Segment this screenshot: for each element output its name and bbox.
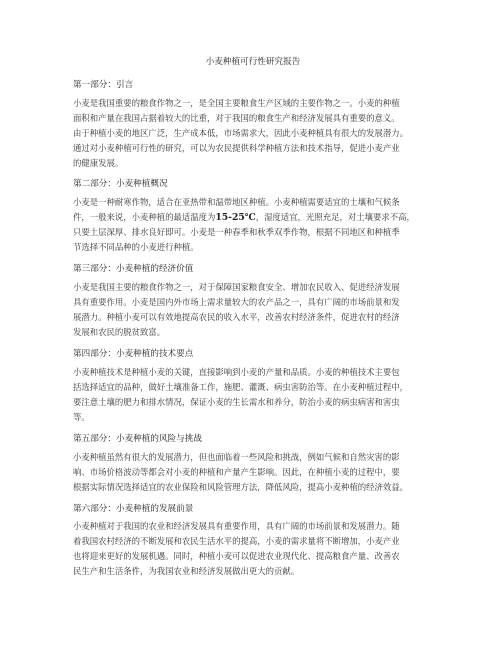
section-heading-intro: 第一部分：引言 — [73, 80, 134, 90]
paragraph-line: 也将迎来更好的发展机遇。同时，种植小麦可以促进农业现代化、提高粮食产量、改善农 — [73, 551, 400, 561]
section-body-risks — [73, 450, 433, 495]
paragraph-line: 小麦种植虽然有很大的发展潜力，但也面临着一些风险和挑战，例如气候和自然灾害的影 — [73, 452, 400, 462]
section-heading-prospects: 第六部分：小麦种植的发展前景 — [73, 504, 194, 514]
paragraph-line: 着我国农村经济的不断发展和农民生活水平的提高，小麦的需求量将不断增加，小麦产业 — [73, 536, 400, 546]
paragraph-line: 要注意土壤的肥力和排水情况，保证小麦的生长需水和养分，防治小麦的病虫病害和害虫 — [73, 397, 400, 407]
optimal-temperature-value: 15-25℃ — [215, 212, 256, 223]
section-body-prospects — [73, 519, 433, 579]
section-heading-overview: 第二部分：小麦种植概况 — [73, 179, 168, 189]
paragraph-line: 小麦是一种耐寒作物，适合在亚热带和温带地区种植。小麦种植需要适宜的土壤和气候条 — [73, 197, 400, 207]
paragraph-line: 的健康发展。 — [73, 158, 124, 168]
section-body-overview — [73, 195, 433, 255]
paragraph-line: 根据实际情况选择适宜的农业保险和风险管理方法，降低风险，提高小麦种植的经济效益。 — [73, 482, 408, 492]
section-heading-technique: 第四部分：小麦种植的技术要点 — [73, 349, 194, 359]
paragraph-line: 小麦是我国主要的粮食作物之一，对于保障国家粮食安全、增加农民收入、促进经济发展 — [73, 282, 400, 292]
document-title: 小麦种植可行性研究报告 — [205, 57, 301, 67]
paragraph-line: 具有重要作用。小麦是国内外市场上需求量较大的农产品之一，具有广阔的市场前景和发 — [73, 297, 400, 307]
paragraph-line: 只要土层深厚、排水良好即可。小麦是一种春季和秋季双季作物，根据不同地区和种植季 — [73, 227, 400, 237]
section-body-intro — [73, 96, 433, 171]
paragraph-line: 民生产和生活条件，为我国农业和经济发展做出更大的贡献。 — [73, 566, 300, 576]
paragraph-line: 由于种植小麦的地区广泛，生产成本低，市场需求大，因此小麦种植具有很大的发展潜力。 — [73, 128, 408, 138]
paragraph-line: 括选择适宜的品种，做好土壤准备工作，施肥、灌溉、病虫害防治等。在小麦种植过程中， — [73, 382, 408, 392]
section-heading-economic-value: 第三部分：小麦种植的经济价值 — [73, 264, 194, 274]
paragraph-line — [73, 210, 433, 225]
paragraph-line: 展潜力。种植小麦可以有效地提高农民的收入水平，改善农村经济条件，促进农村的经济 — [73, 312, 400, 322]
paragraph-line: 面积和产量在我国占据着较大的比重，对于我国的粮食生产和经济发展具有重要的意义。 — [73, 113, 400, 123]
paragraph-line-start: 件，一般来说，小麦种植的最适温度为 — [73, 212, 216, 222]
paragraph-line: 小麦种植技术是种植小麦的关键，直接影响到小麦的产量和品质。小麦的种植技术主要包 — [73, 367, 400, 377]
paragraph-line: 发展和农民的脱贫致富。 — [73, 327, 166, 337]
section-body-economic-value — [73, 280, 433, 340]
paragraph-line: 小麦种植对于我国的农业和经济发展具有重要作用，具有广阔的市场前景和发展潜力。随 — [73, 521, 400, 531]
paragraph-line-end: ，湿度适宜，光照充足，对土壤要求不高， — [255, 212, 415, 222]
paragraph-line: 等。 — [73, 412, 90, 422]
paragraph-line: 小麦是我国重要的粮食作物之一，是全国主要粮食生产区域的主要作物之一。小麦的种植 — [73, 98, 400, 108]
paragraph-line: 响、市场价格波动等都会对小麦的种植和产量产生影响。因此，在种植小麦的过程中，要 — [73, 467, 400, 477]
paragraph-line: 通过对小麦种植可行性的研究，可以为农民提供科学种植方法和技术指导，促进小麦产业 — [73, 143, 400, 153]
section-heading-risks: 第五部分：小麦种植的风险与挑战 — [73, 434, 202, 444]
section-body-technique — [73, 365, 433, 425]
paragraph-line: 节选择不同品种的小麦进行种植。 — [73, 242, 199, 252]
